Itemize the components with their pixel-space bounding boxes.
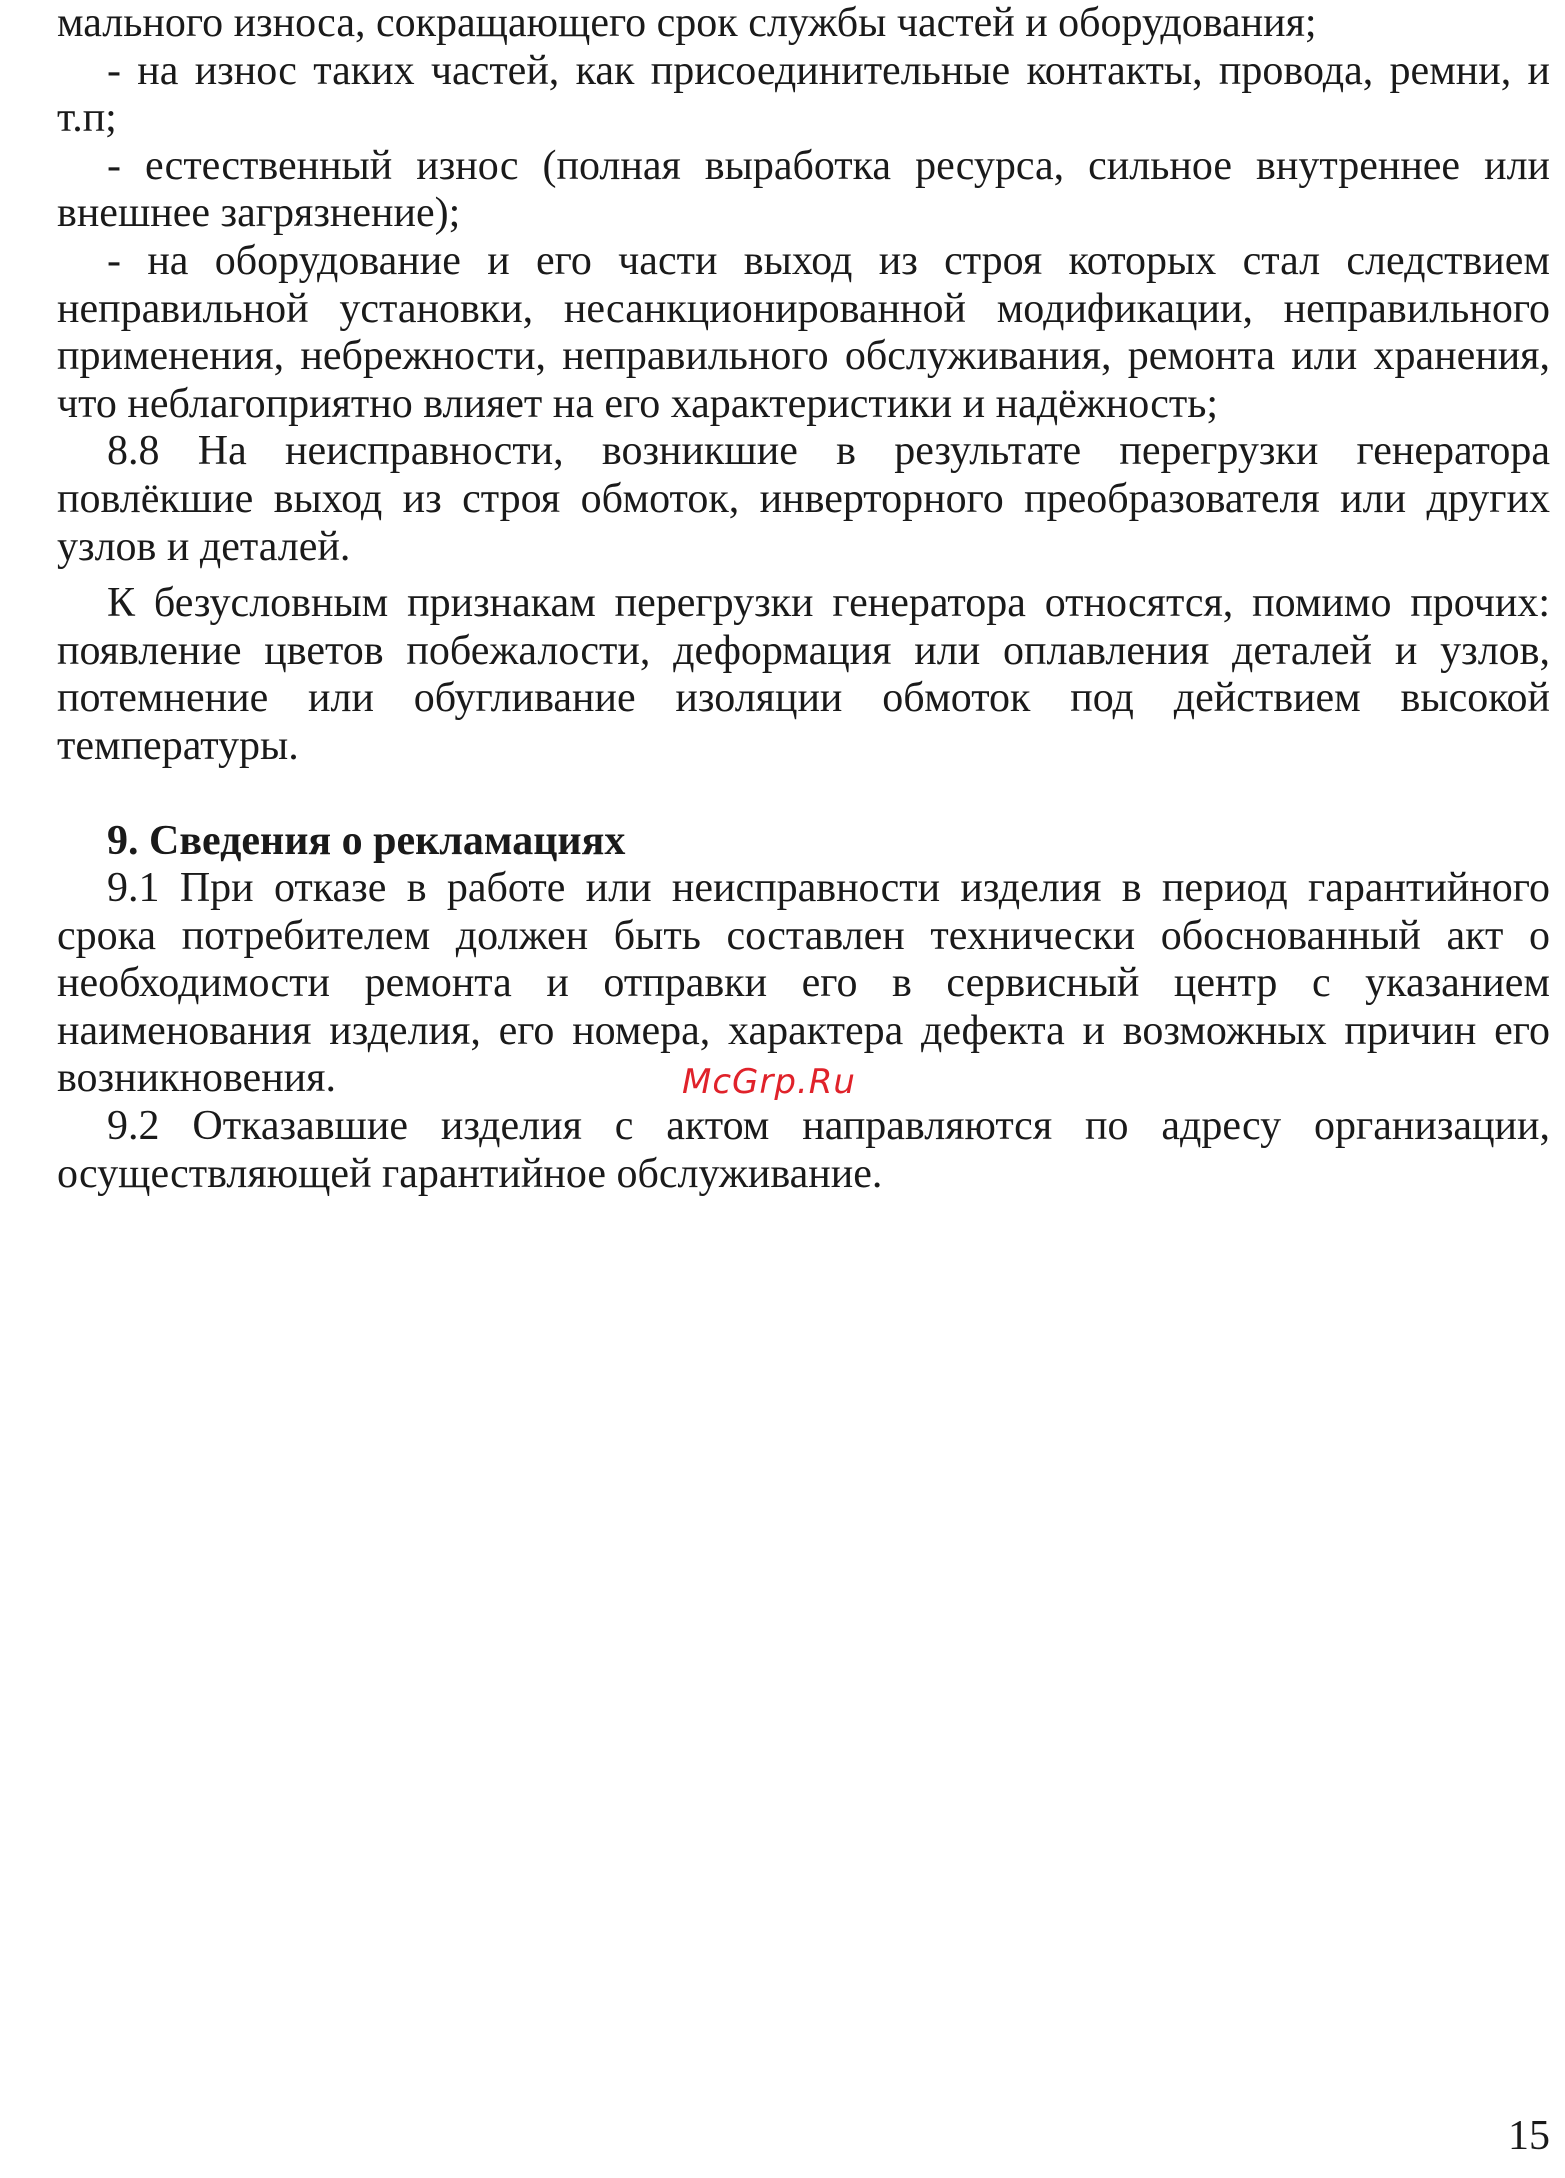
paragraph-9-2: 9.2 Отказавшие изделия с актом направляются по адресу организации, осуществляющей гарантийное обслуживание.: [57, 1103, 1550, 1197]
paragraph-9-1: 9.1 При отказе в работе или неисправности изделия в период гарантийного срока потребителем должен быть составлен технически обоснованный акт о необходимости ремонта и отправки его в сервисный центр с указанием наименования изделия, его номера, характера дефекта и возможных причин его возникновения.: [57, 865, 1550, 1102]
page-number: 15: [1508, 2113, 1550, 2159]
document-body: [57, 0, 1550, 1198]
paragraph-wear-parts: - на износ таких частей, как присоединительные контакты, провода, ремни, и т.п;: [57, 47, 1550, 142]
paragraph-overload-signs: К безусловным признакам перегрузки генератора относятся, помимо прочих: появление цветов побежалости, деформация или оплавления деталей и узлов, потемнение или обугливание изоляции обмоток под действием высокой температуры.: [57, 580, 1550, 769]
paragraph-continuation: мального износа, сокращающего срок службы частей и оборудования;: [57, 0, 1317, 46]
watermark: McGrp.Ru: [682, 1062, 856, 1102]
section-title: 9. Сведения о рекламациях: [107, 817, 626, 864]
paragraph-natural-wear: - естественный износ (полная выработка ресурса, сильное внутреннее или внешнее загрязнение);: [57, 142, 1550, 237]
document-page: [57, 0, 1550, 1198]
paragraph-improper-use: - на оборудование и его части выход из строя которых стал следствием неправильной установки, несанкционированной модификации, неправильного применения, небрежности, неправильного обслуживания, ремонта или хранения, что неблагоприятно влияет на его характеристики и надёжность;: [57, 237, 1550, 427]
paragraph-8-8: 8.8 На неисправности, возникшие в результате перегрузки генератора повлёкшие выход из строя обмоток, инверторного преобразователя или других узлов и деталей.: [57, 428, 1550, 570]
